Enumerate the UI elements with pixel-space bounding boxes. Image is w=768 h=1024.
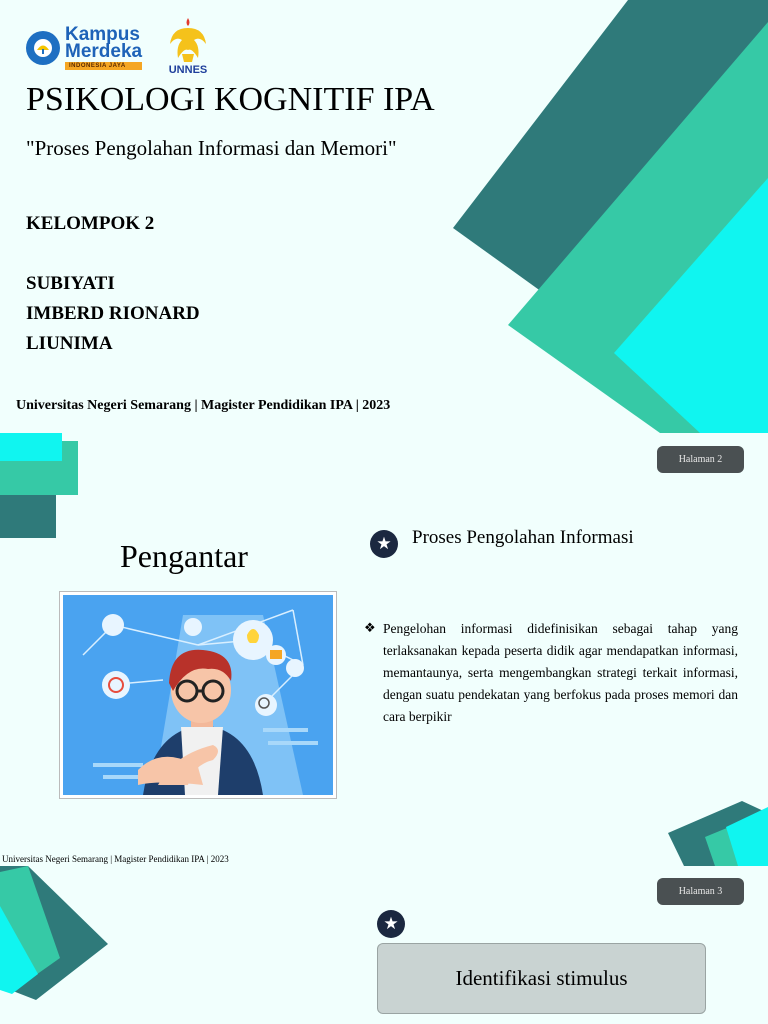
unnes-label: UNNES xyxy=(168,64,208,76)
slide-footer: Universitas Negeri Semarang | Magister Pendidikan IPA | 2023 xyxy=(2,854,229,864)
diamond-bullet-icon: ❖ xyxy=(364,620,376,635)
kampus-label: Kampus xyxy=(65,24,140,45)
page-number-badge: Halaman 2 xyxy=(657,446,744,473)
presentation-subtitle: "Proses Pengolahan Informasi dan Memori" xyxy=(26,136,397,160)
decor-dark-teal xyxy=(0,495,56,538)
section-heading: Proses Pengolahan Informasi xyxy=(412,527,634,548)
decor-cyan xyxy=(0,433,62,461)
member-name: LIUNIMA xyxy=(26,333,113,354)
presentation-title: PSIKOLOGI KOGNITIF IPA xyxy=(26,81,435,118)
merdeka-label: Merdeka xyxy=(65,41,143,62)
unnes-emblem-icon xyxy=(162,14,214,64)
star-icon: ★ xyxy=(377,910,405,938)
slide-2 xyxy=(0,433,768,866)
group-label: KELOMPOK 2 xyxy=(26,213,155,234)
slide-footer: Universitas Negeri Semarang | Magister Pendidikan IPA | 2023 xyxy=(16,398,391,413)
stimulus-box: Identifikasi stimulus xyxy=(377,943,706,1014)
member-name: IMBERD RIONARD xyxy=(26,303,200,324)
slide-1 xyxy=(0,0,768,433)
slide-3 xyxy=(0,866,768,1024)
unnes-logo xyxy=(162,14,214,80)
indonesia-jaya-label: INDONESIA JAYA xyxy=(65,62,142,70)
bullet-paragraph: Pengelohan informasi didefinisikan sebagai tahap yang terlaksanakan kepada peserta didik agar mendapatkan informasi, memantaunya, serta mengembangkan strategi terkait informasi, dengan suatu pendekatan yang berfokus pada proses memori dan cara berpikir xyxy=(383,621,738,724)
page-number-badge: Halaman 3 xyxy=(657,878,744,905)
slide-title: Pengantar xyxy=(120,538,248,574)
star-icon: ★ xyxy=(370,530,398,558)
kampus-merdeka-logo xyxy=(26,26,142,70)
thinking-person-illustration xyxy=(59,591,337,799)
tut-wuri-icon xyxy=(26,31,60,65)
member-name: SUBIYATI xyxy=(26,273,115,294)
